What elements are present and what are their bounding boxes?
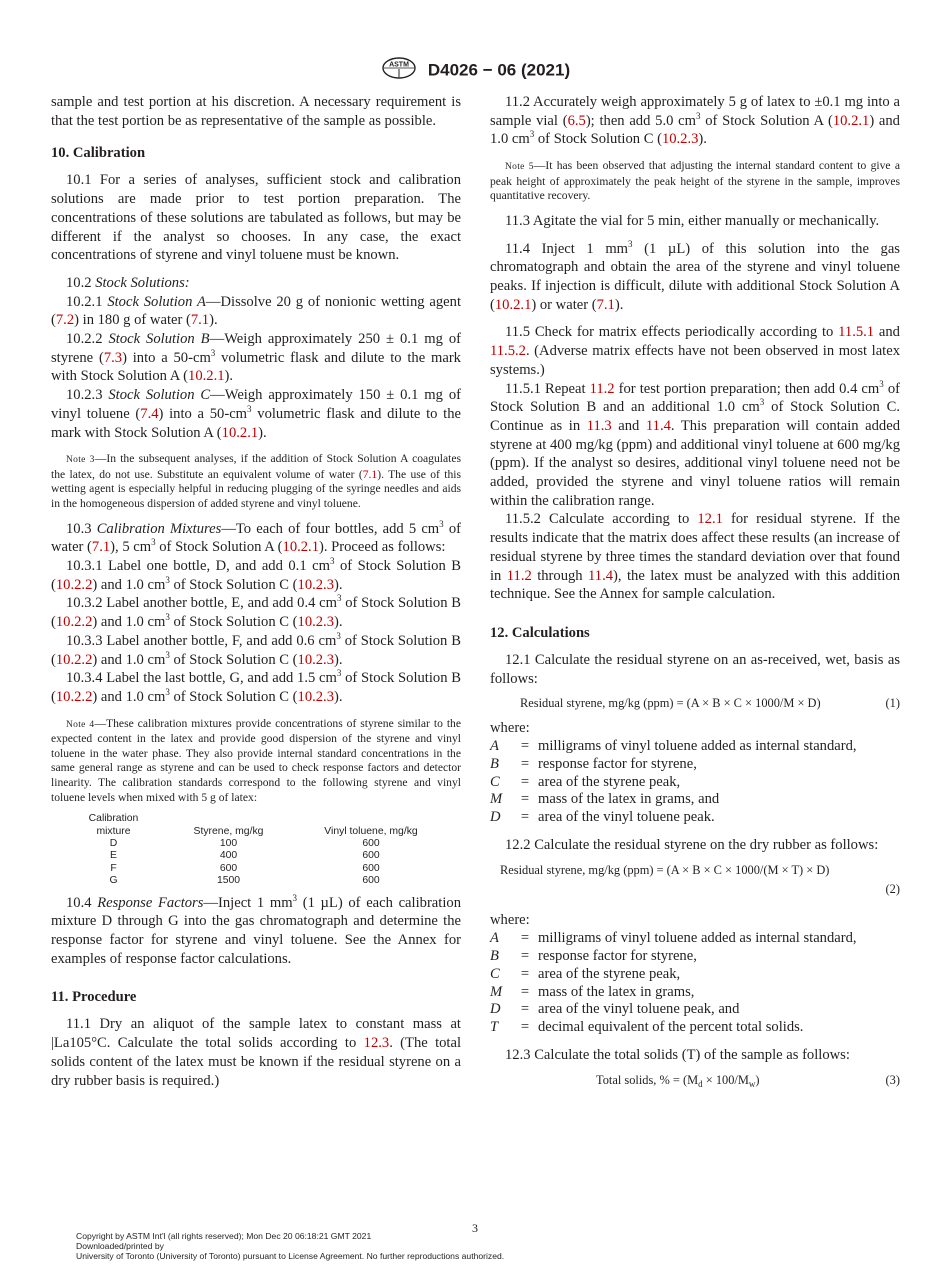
link-11-3[interactable]: 11.3	[586, 417, 612, 434]
list-item: B = response factor for styrene,	[490, 755, 697, 772]
link-10-2-1[interactable]: 10.2.1	[221, 424, 259, 441]
link-10-2-2[interactable]: 10.2.2	[55, 651, 93, 668]
intro-paragraph: sample and test portion at his discretion. A necessary requirement is that the test portion be as representative of the sample as possible.	[51, 94, 461, 129]
paragraph-12-1: 12.1 Calculate the residual styrene on an as-received, wet, basis as follows:	[490, 651, 900, 687]
link-12-3[interactable]: 12.3	[363, 1035, 390, 1052]
list-item: A = milligrams of vinyl toluene added as internal standard,	[490, 738, 857, 755]
note-4: Note 4—These calibration mixtures provide concentrations of styrene similar to the expected content in the latex and provide good dispersion of the styrene and vinyl toluene in the water phase. They also provide internal standard concentrations in the same general range as styrene and can be used to check response factors and detector linearity. The calibration standards correspond to the following styrene and vinyl toluene levels when mixed with 5 g of latex:	[51, 716, 461, 804]
equation-2: Residual styrene, mg/kg (ppm) = (A × B × C × 1000/(M × T) × D)	[500, 862, 830, 877]
equation-1: Residual styrene, mg/kg (ppm) = (A × B × C × 1000/M × D) (1)	[520, 696, 900, 711]
link-10-2-1[interactable]: 10.2.1	[188, 368, 225, 385]
table-row: E 400 600	[110, 850, 380, 862]
note-5: Note 5—It has been observed that adjusting the internal standard content to give a peak height of approximately the peak height of the styrene in the sample, improves quantitative recovery.	[490, 159, 900, 203]
list-item: M = mass of the latex in grams,	[490, 983, 695, 1000]
link-10-2-2[interactable]: 10.2.2	[55, 576, 93, 593]
link-10-2-3[interactable]: 10.2.3	[661, 131, 699, 148]
link-10-2-3[interactable]: 10.2.3	[297, 614, 334, 631]
paragraph-10-2-3: 10.2.3 Stock Solution C—Weigh approximately 150 ± 0.1 mg of vinyl toluene (7.4) into a $50-cm^3$ volumetric flask and dilute to the mark with Stock Solution A (10.2.1).	[51, 387, 461, 441]
where-list-2	[490, 930, 900, 1037]
paragraph-10-3-4: 10.3.4 Label the last bottle, G, and add 1.5 $cm^3$ of Stock Solution B (10.2.2) and 1.0 $cm^3$ of Stock Solution C (10.2.3).	[51, 668, 461, 705]
link-10-2-2[interactable]: 10.2.2	[55, 688, 93, 705]
equation-3: Total solids, % = $(M_d \times 100/M_w)$ (3)	[596, 1072, 900, 1089]
where-list-1	[490, 738, 900, 827]
link-12-1[interactable]: 12.1	[697, 511, 723, 528]
where-label-2: where:	[490, 912, 530, 929]
link-10-2-2[interactable]: 10.2.2	[55, 614, 93, 631]
paragraph-10-2-1: 10.2.1 Stock Solution A—Dissolve 20 g of nonionic wetting agent (7.2) in 180 g of water (7.1).	[51, 293, 461, 329]
link-11-5-2[interactable]: 11.5.2	[490, 343, 526, 360]
right-column	[490, 93, 900, 1096]
paragraph-10-1: 10.1 For a series of analyses, sufficient stock and calibration solutions are made prior to test portion preparation. The concentrations of these solutions are tabulated as follows, but may be different if the analyst so chooses. In any case, the exact concentrations of styrene and vinyl toluene must be known.	[51, 172, 461, 264]
link-11-4[interactable]: 11.4	[645, 417, 671, 434]
equation-2-number: (2)	[885, 881, 900, 896]
document-designation: D4026 − 06 (2021)	[427, 60, 571, 80]
link-11-4[interactable]: 11.4	[588, 567, 614, 584]
paragraph-10-2-2: 10.2.2 Stock Solution B—Weigh approximately 250 ± 0.1 mg of styrene (7.3) into a $50-cm^3$ volumetric flask and dilute to the mark with Stock Solution A (10.2.1).	[51, 331, 461, 385]
section-11-heading: 11. Procedure	[51, 989, 137, 1006]
list-item: T = decimal equivalent of the percent total solids.	[490, 1019, 804, 1036]
link-7-4[interactable]: 7.4	[140, 405, 159, 422]
link-10-2-3[interactable]: 10.2.3	[297, 576, 334, 593]
link-11-2[interactable]: 11.2	[589, 380, 615, 397]
link-10-2-1[interactable]: 10.2.1	[282, 539, 319, 556]
list-item: B = response factor for styrene,	[490, 947, 697, 964]
page-header	[0, 56, 950, 85]
link-7-1[interactable]: 7.1	[362, 467, 378, 481]
link-11-5-1[interactable]: 11.5.1	[838, 324, 875, 341]
list-item: A = milligrams of vinyl toluene added as internal standard,	[490, 930, 857, 947]
paragraph-11-5-2: 11.5.2 Calculate according to 12.1 for residual styrene. If the results indicate that the matrix does affect these results (an increase of residual styrene by three times the standard deviation over that found in 11.2 through 11.4), the latex must be analyzed with this addition technique. See the Annex for sample calculation.	[490, 511, 901, 603]
copyright-footer: Copyright by ASTM Int'l (all rights reserved); Mon Dec 20 06:18:21 GMT 2021 Downloaded/printed by University of Toronto (University of Toronto) pursuant to License Agreement. No further reproductions authorized.	[76, 1231, 505, 1261]
left-column	[51, 93, 461, 1090]
link-10-2-3[interactable]: 10.2.3	[297, 688, 334, 705]
table-header-vinyl-toluene: Vinyl toluene, mg/kg	[324, 825, 418, 837]
table-header-row	[71, 813, 441, 838]
paragraph-11-4: 11.4 Inject 1 $mm^3$ (1 µL) of this solution into the gas chromatograph and obtain the area of the styrene and vinyl toluene peaks. If injection is difficult, dilute with additional Stock Solution A (10.2.1) or water (7.1).	[490, 238, 900, 313]
table-row: D 100 600	[109, 838, 380, 850]
table-row: F 600 600	[110, 862, 380, 874]
where-label-1: where:	[490, 720, 530, 737]
note-3: Note 3—In the subsequent analyses, if the addition of Stock Solution A coagulates the latex, do not use. Substitute an equivalent volume of water (7.1). The use of this wetting agent is especially helpful in reducing plugging of the syringe needles and aids in the homogeneous dispersion of added styrene and vinyl toluene.	[51, 452, 461, 511]
paragraph-12-2: 12.2 Calculate the residual styrene on the dry rubber as follows:	[505, 837, 879, 854]
link-7-2[interactable]: 7.2	[55, 312, 75, 329]
link-10-2-1[interactable]: 10.2.1	[832, 112, 870, 129]
paragraph-11-3: 11.3 Agitate the vial for 5 min, either manually or mechanically.	[505, 212, 880, 229]
list-item: M = mass of the latex in grams, and	[490, 791, 720, 808]
link-10-2-3[interactable]: 10.2.3	[297, 651, 334, 668]
equation-1-number: (1)	[885, 696, 900, 711]
link-7-3[interactable]: 7.3	[103, 349, 123, 366]
astm-logo-icon	[380, 56, 418, 85]
list-item: C = area of the styrene peak,	[490, 773, 681, 790]
page-number: 3	[472, 1221, 478, 1235]
link-6-5[interactable]: 6.5	[567, 112, 586, 129]
calibration-table	[71, 813, 441, 887]
paragraph-10-3-3: 10.3.3 Label another bottle, F, and add 0.6 $cm^3$ of Stock Solution B (10.2.2) and 1.0 $cm^3$ of Stock Solution C (10.2.3).	[51, 630, 461, 668]
table-row: G 1500 600	[109, 875, 380, 887]
paragraph-12-3: 12.3 Calculate the total solids (T) of the sample as follows:	[505, 1046, 850, 1063]
link-11-2[interactable]: 11.2	[506, 567, 532, 584]
table-header-styrene: Styrene, mg/kg	[193, 825, 264, 837]
paragraph-10-3: 10.3 Calibration Mixtures—To each of four bottles, add 5 $cm^3$ of water (7.1), 5 $cm^3$ of Stock Solution A (10.2.1). Proceed as follows:	[51, 518, 461, 556]
link-10-2-1[interactable]: 10.2.1	[494, 296, 532, 313]
paragraph-11-1: 11.1 Dry an aliquot of the sample latex to constant mass at |La105°C. Calculate the total solids according to 12.3. (The total solids content of the latex must be known if the residual styrene on a dry rubber basis is required.)	[51, 1016, 462, 1089]
link-7-1[interactable]: 7.1	[190, 312, 210, 329]
paragraph-11-5-1: 11.5.1 Repeat 11.2 for test portion preparation; then add 0.4 $cm^3$ of Stock Solution B and an additional 1.0 $cm^3$ of Stock Solution C. Continue as in 11.3 and 11.4. This preparation will contain added styrene at 400 mg/kg (ppm) and additional vinyl toluene at 600 mg/kg (ppm). If the analyst so desires, additional vinyl toluene need not be added, provided the styrene and vinyl toluene ratios will remain within the calibration range.	[490, 378, 900, 509]
paragraph-11-2: 11.2 Accurately weigh approximately 5 g of latex to ±0.1 mg into a sample vial (6.5); then add 5.0 $cm^3$ of Stock Solution A (10.2.1) and 1.0 $cm^3$ of Stock Solution C (10.2.3).	[490, 94, 900, 148]
link-7-1[interactable]: 7.1	[596, 296, 615, 313]
link-7-1[interactable]: 7.1	[91, 539, 111, 556]
svg-text:ASTM: ASTM	[388, 61, 409, 69]
section-12-heading: 12. Calculations	[490, 624, 590, 641]
equation-3-number: (3)	[885, 1072, 900, 1087]
table-header-mixture: Calibration mixture	[88, 813, 139, 837]
paragraph-10-3-2: 10.3.2 Label another bottle, E, and add 0.4 $cm^3$ of Stock Solution B (10.2.2) and 1.0 $cm^3$ of Stock Solution C (10.2.3).	[51, 593, 461, 631]
paragraph-11-5: 11.5 Check for matrix effects periodically according to 11.5.1 and 11.5.2. (Adverse matrix effects have not been observed in most latex systems.)	[490, 324, 900, 378]
list-item: D = area of the vinyl toluene peak.	[490, 809, 715, 826]
list-item: D = area of the vinyl toluene peak, and	[490, 1001, 740, 1018]
paragraph-10-2: 10.2 Stock Solutions:	[66, 274, 190, 291]
paragraph-10-4: 10.4 Response Factors—Inject 1 $mm^3$ (1 µL) of each calibration mixture D through G into the gas chromatograph and determine the response factor for styrene and vinyl toluene. See the Annex for examples of response factor calculations.	[51, 892, 461, 967]
section-10-heading: 10. Calibration	[51, 145, 146, 162]
paragraph-10-3-1: 10.3.1 Label one bottle, D, and add 0.1 $cm^3$ of Stock Solution B (10.2.2) and 1.0 $cm^3$ of Stock Solution C (10.2.3).	[51, 556, 461, 593]
list-item: C = area of the styrene peak,	[490, 965, 681, 982]
